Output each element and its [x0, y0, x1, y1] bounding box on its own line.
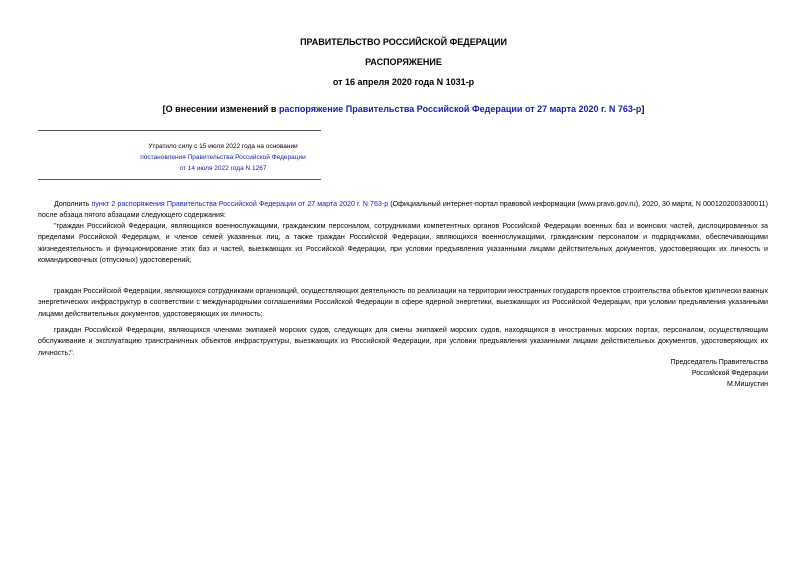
body-paragraph: граждан Российской Федерации, являющихся сотрудниками организаций, осуществляющих деятельность по реализации на территории иностранных государств проектов строительства объектов критически важных энергетических инфраструктур в соответствии с международными соглашениями Российской Федерации в сфере ядерной энергетики, выезжающих из Российской Федерации, при условии предъявления указанными лицами действительных документов, удостоверяющих их личность; [38, 287, 768, 318]
title-prefix: [О внесении изменений в [162, 104, 279, 114]
issuer-heading: ПРАВИТЕЛЬСТВО РОССИЙСКОЙ ФЕДЕРАЦИИ [300, 37, 507, 47]
repeal-decree-link[interactable]: постановления Правительства Российской Федерации [140, 154, 306, 161]
status-note-line: Утратило силу с 15 июля 2022 года на основании [148, 143, 298, 150]
intro-prefix: Дополнить [54, 200, 92, 208]
signatory-position-org: Российской Федерации [691, 370, 768, 377]
body-paragraph: "граждан Российской Федерации, являющихся военнослужащими, гражданским персоналом, сотрудниками компетентных органов Российской Федерации военных баз и воинских частей, дислоцированных за пределами Российской Федерации, и членов семей указанных лиц, а также граждан Российской Федерации, являющихся военнослужащими, гражданским персоналом и подрядчиками, обеспечивающими жизнедеятельность и функционирование этих баз и частей, выезжающих из Российской Федерации, при условии предъявления указанными лицами действительных документов, удостоверяющих их личность и командировочных (отпускных) удостоверений; [38, 222, 768, 265]
amended-order-link[interactable]: распоряжение Правительства Российской Федерации от 27 марта 2020 г. N 763-р [278, 104, 642, 114]
intro-suffix: (Официальный интернет-портал правовой информации (www.pravo.gov.ru), 2020, 30 марта, N 0001202003300011) после абзаца пятого абзацами следующего содержания: [38, 200, 768, 220]
signatory-position: Председатель Правительства [670, 359, 768, 366]
body-paragraph: граждан Российской Федерации, являющихся членами экипажей морских судов, следующих для смены экипажей морских судов, находящихся в иностранных морских портах, персоналом, осуществляющим обслуживание и эксплуатацию трансграничных объектов инфраструктуры, выезжающих из Российской Федерации, при условии предъявления указанными лицами действительных документов, удостоверяющих их личность;". [38, 326, 768, 357]
title-suffix: ] [641, 104, 645, 114]
document-type-heading: РАСПОРЯЖЕНИЕ [365, 57, 442, 67]
body-paragraph-intro [38, 199, 768, 222]
divider-top [38, 130, 321, 131]
document-title [0, 104, 807, 114]
divider-bottom [38, 179, 321, 180]
signatory-name: М.Мишустин [726, 381, 768, 388]
repeal-decree-date-link[interactable]: от 14 июля 2022 года N 1267 [179, 165, 267, 172]
clause-link[interactable]: пункт 2 распоряжения Правительства Российской Федерации от 27 марта 2020 г. N 763-р [91, 200, 389, 208]
date-number-heading: от 16 апреля 2020 года N 1031-р [332, 77, 475, 87]
